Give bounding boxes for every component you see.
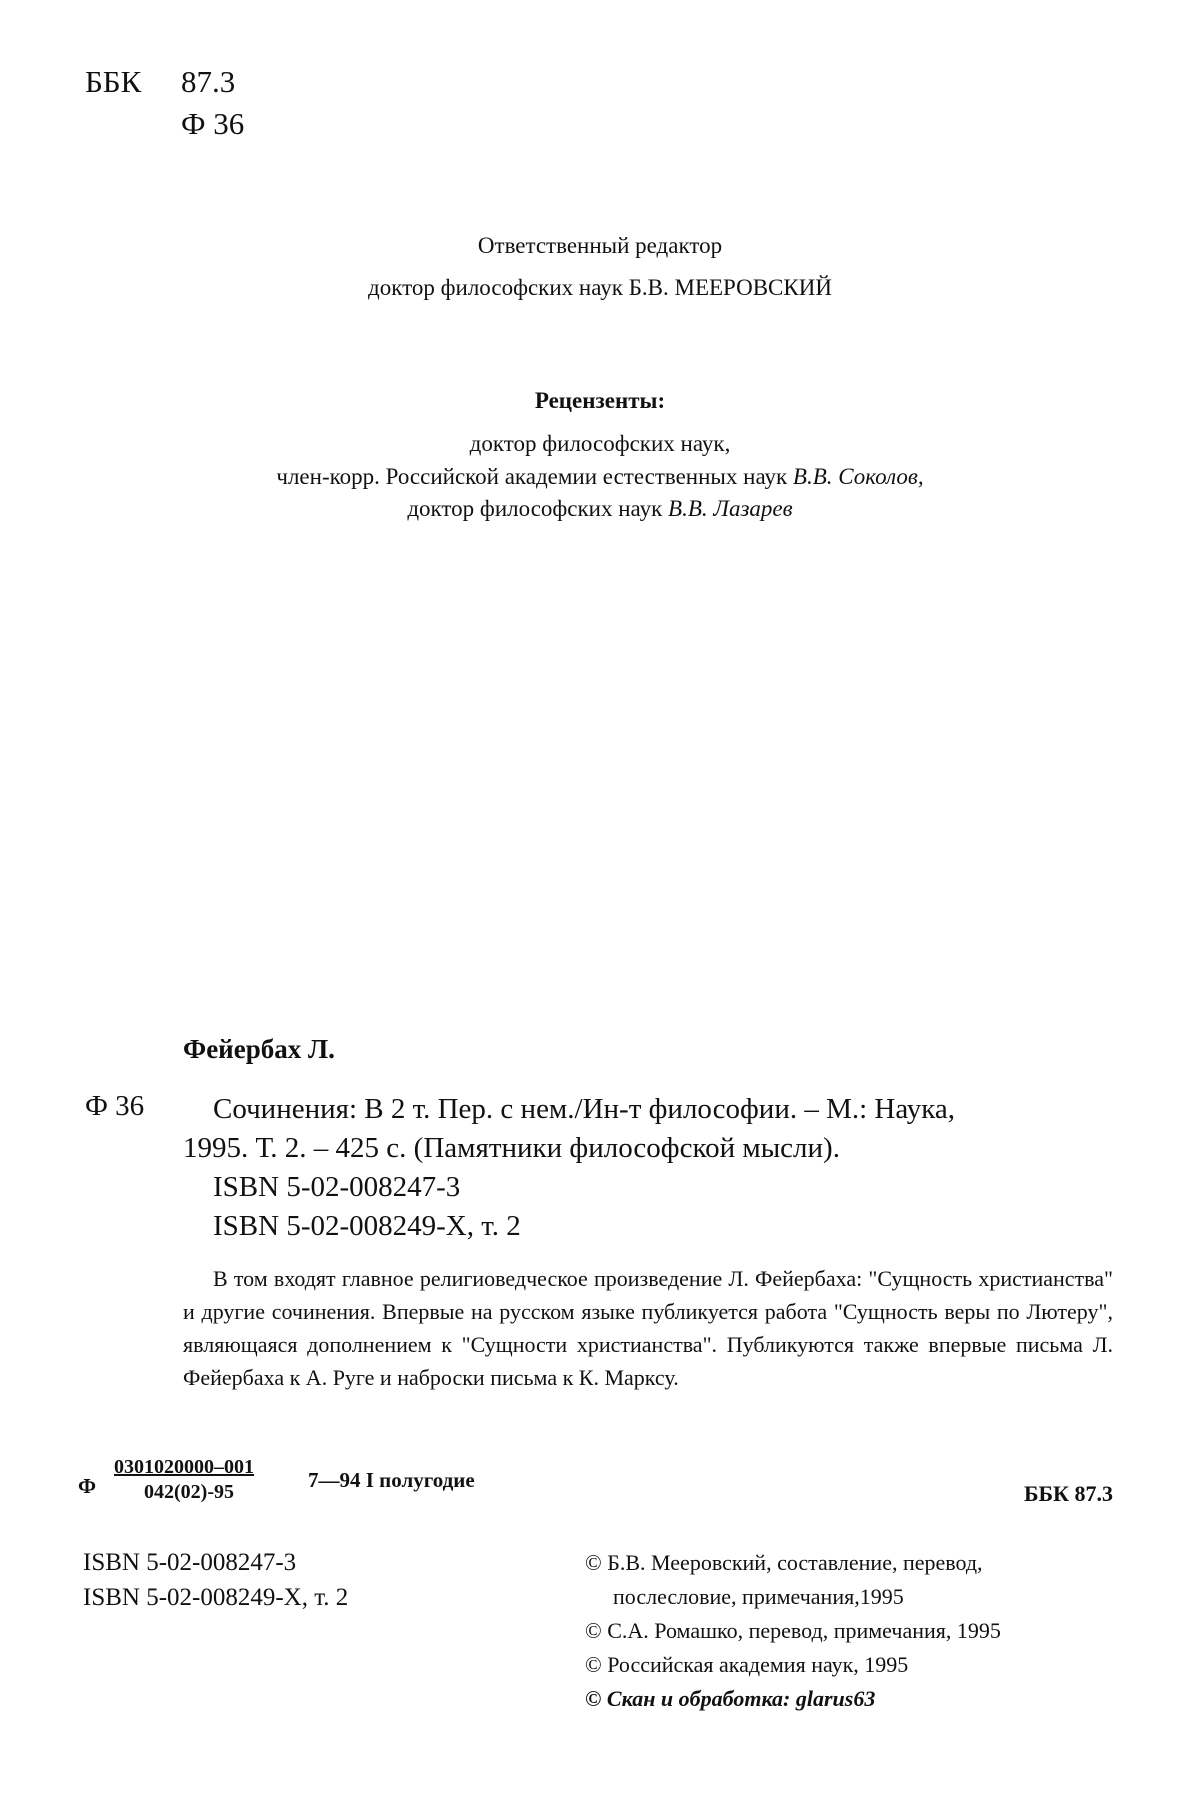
editor-role: Ответственный редактор <box>477 233 723 258</box>
bottom-isbn-2: ISBN 5-02-008249-Х, т. 2 <box>83 1584 349 1611</box>
index-suffix: 7—94 I полугодие <box>308 1468 475 1492</box>
bbk-label: ББК <box>85 64 142 99</box>
reviewer-2-degree: доктор философских наук <box>407 496 663 522</box>
reviewer-1-name: В.В. Соколов, <box>792 463 924 489</box>
author-mark: Ф 36 <box>181 106 245 141</box>
editor-block <box>0 232 1200 303</box>
index-numerator: 0301020000–001 <box>114 1456 254 1478</box>
bottom-isbn-1: ISBN 5-02-008247-3 <box>83 1549 297 1576</box>
copyright-scan: © Скан и обработка: glarus63 <box>585 1686 876 1711</box>
reviewers-block <box>0 387 1200 524</box>
copyright-block <box>585 1546 1001 1716</box>
catalog-line-1: Сочинения: В 2 т. Пер. с нем./Ин-т философии. – М.: Наука, <box>213 1093 956 1125</box>
editor-name: доктор философских наук Б.В. МЕЕРОВСКИЙ <box>368 274 832 300</box>
reviewer-2 <box>0 495 1200 524</box>
catalog-isbn-2: ISBN 5-02-008249-Х, т. 2 <box>213 1210 521 1242</box>
copyright-2: © С.А. Ромашко, перевод, примечания, 1995 <box>585 1618 1001 1643</box>
index-denominator: 042(02)-95 <box>144 1481 234 1503</box>
catalog-author: Фейербах Л. <box>183 1034 335 1064</box>
catalog-isbn-1: ISBN 5-02-008247-3 <box>213 1171 461 1203</box>
reviewers-heading: Рецензенты: <box>534 388 666 413</box>
catalog-entry <box>183 1090 955 1246</box>
catalog-line-2: 1995. Т. 2. – 425 с. (Памятники философской мысли). <box>183 1132 840 1164</box>
bbk-bottom: ББК 87.3 <box>1023 1481 1113 1506</box>
bottom-isbn-block <box>83 1545 348 1615</box>
copyright-1-line-1: © Б.В. Мееровский, составление, перевод, <box>585 1550 983 1575</box>
reviewer-2-name: В.В. Лазарев <box>668 496 793 522</box>
reviewer-1-affiliation: член-корр. Российской академии естественных наук <box>276 463 788 489</box>
index-fraction <box>108 1456 254 1504</box>
bbk-code: 87.3 <box>181 64 236 99</box>
annotation: В том входят главное религиоведческое произведение Л. Фейербаха: "Сущность христианства" и другие сочинения. Впервые на русском языке публикуется работа "Сущность веры по Лютеру", являющаяся дополнением к "Сущности христианства". Публикуются также впервые письма Л. Фейербаха к А. Руге и наброски письма к К. Марксу. <box>183 1266 1113 1390</box>
copyright-1-line-2: послесловие, примечания,1995 <box>613 1584 904 1609</box>
reviewer-1-line-1: доктор философских наук, <box>469 430 731 456</box>
index-letter: Ф <box>78 1474 97 1498</box>
reviewer-1-line-2 <box>0 463 1200 492</box>
copyright-3: © Российская академия наук, 1995 <box>585 1652 909 1677</box>
catalog-code: Ф 36 <box>85 1090 145 1122</box>
